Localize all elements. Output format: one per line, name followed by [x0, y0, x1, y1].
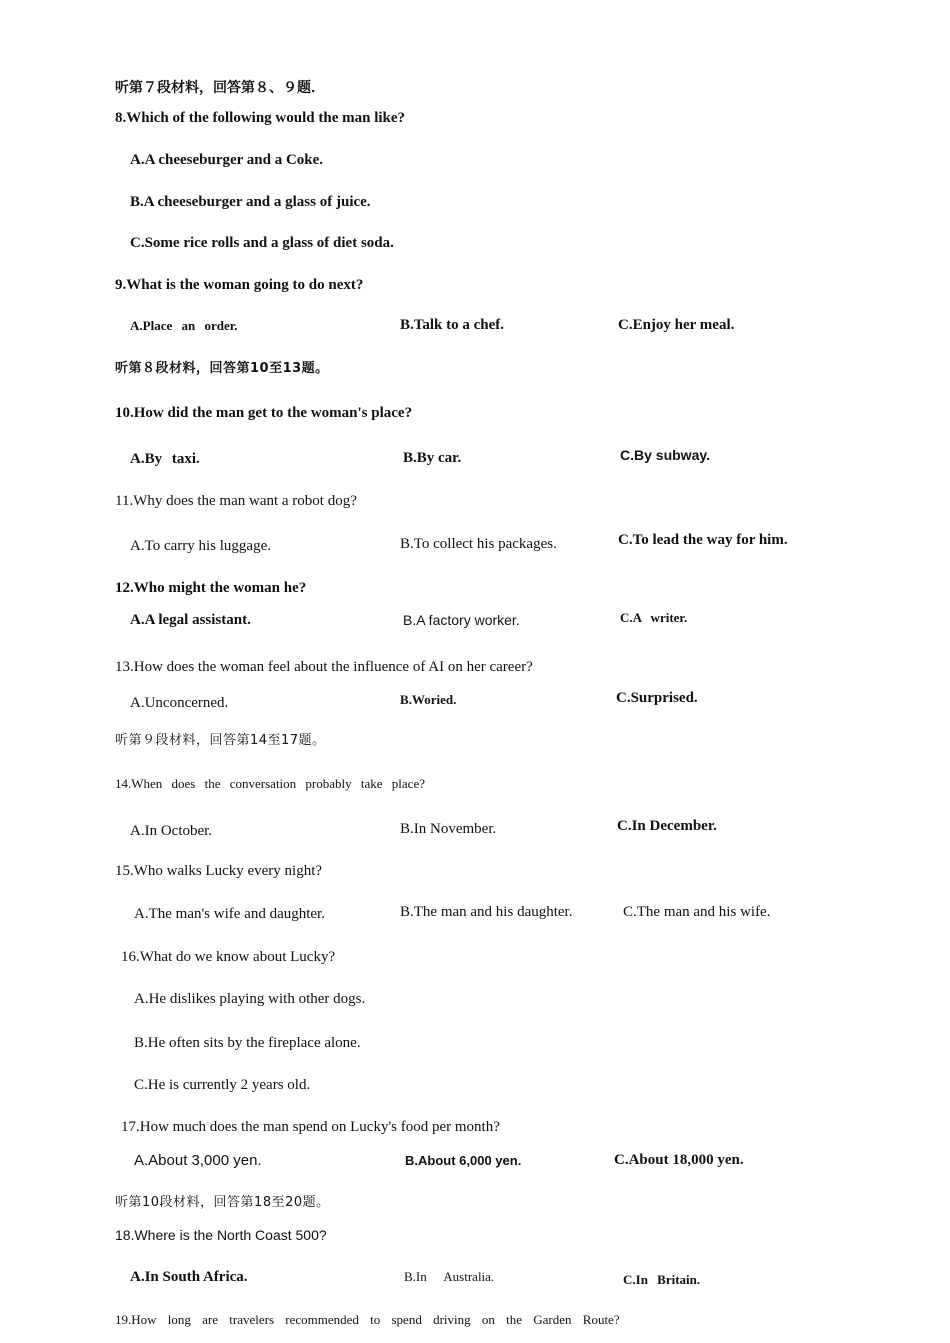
q18-option-c: C.In Britain.: [623, 1272, 701, 1287]
q14-option-c: C.In December.: [617, 818, 717, 834]
question-10: 10.How did the man get to the woman's place?: [115, 405, 413, 421]
question-18: 18.Where is the North Coast 500?: [115, 1227, 327, 1243]
q14-option-a: A.In October.: [130, 823, 213, 839]
section-heading-10: 听第10段材料，回答第18至20题。: [115, 1195, 330, 1210]
q18-option-b: B.In Australia.: [404, 1269, 495, 1284]
question-17: 17.How much does the man spend on Lucky's food per month?: [121, 1119, 500, 1135]
q10-option-a: A.By taxi.: [130, 451, 200, 467]
q9-option-a: A.Place an order.: [130, 318, 238, 333]
q15-option-a: A.The man's wife and daughter.: [134, 906, 325, 922]
q11-option-b: B.To collect his packages.: [400, 536, 557, 552]
q16-option-b: B.He often sits by the fireplace alone.: [134, 1035, 361, 1051]
section-heading-7: 听第７段材料，回答第８、９题．: [115, 80, 325, 96]
q17-option-c: C.About 18,000 yen.: [614, 1152, 744, 1168]
question-14: 14.When does the conversation probably take place?: [115, 776, 425, 791]
q9-option-c: C.Enjoy her meal.: [618, 317, 735, 333]
q13-option-c: C.Surprised.: [616, 690, 698, 706]
q13-option-b: B.Woried.: [400, 692, 457, 707]
q11-option-c: C.To lead the way for him.: [618, 532, 788, 548]
question-19: 19.How long are travelers recommended to spend driving on the Garden Route?: [115, 1312, 620, 1327]
section-heading-9: 听第９段材料，回答第14至17题。: [115, 733, 326, 748]
q9-option-b: B.Talk to a chef.: [400, 317, 505, 333]
q16-option-c: C.He is currently 2 years old.: [134, 1077, 311, 1093]
q18-option-a: A.In South Africa.: [130, 1269, 248, 1285]
section-heading-8: 听第８段材料，回答第10至13题。: [115, 361, 329, 376]
q17-option-b: B.About 6,000 yen.: [405, 1153, 522, 1168]
q11-option-a: A.To carry his luggage.: [130, 538, 271, 554]
question-8: 8.Which of the following would the man like?: [115, 110, 406, 126]
q14-option-b: B.In November.: [400, 821, 497, 837]
q12-option-c: C.A writer.: [620, 610, 688, 625]
q8-option-c: C.Some rice rolls and a glass of diet soda.: [130, 235, 394, 251]
q8-option-a: A.A cheeseburger and a Coke.: [130, 152, 324, 168]
q12-option-b: B.A factory worker.: [403, 612, 520, 628]
q15-option-c: C.The man and his wife.: [623, 904, 771, 920]
q12-option-a: A.A legal assistant.: [130, 612, 251, 628]
question-11: 11.Why does the man want a robot dog?: [115, 493, 357, 509]
q10-option-c: C.By subway.: [620, 447, 710, 463]
question-13: 13.How does the woman feel about the influence of AI on her career?: [115, 659, 533, 675]
q17-option-a: A.About 3,000 yen.: [134, 1152, 262, 1169]
q10-option-b: B.By car.: [403, 450, 462, 466]
question-12: 12.Who might the woman he?: [115, 580, 307, 596]
question-15: 15.Who walks Lucky every night?: [115, 863, 323, 879]
q8-option-b: B.A cheeseburger and a glass of juice.: [130, 194, 371, 210]
question-9: 9.What is the woman going to do next?: [115, 277, 364, 293]
q13-option-a: A.Unconcerned.: [130, 695, 229, 711]
q16-option-a: A.He dislikes playing with other dogs.: [134, 991, 366, 1007]
q15-option-b: B.The man and his daughter.: [400, 904, 573, 920]
question-16: 16.What do we know about Lucky?: [121, 949, 336, 965]
